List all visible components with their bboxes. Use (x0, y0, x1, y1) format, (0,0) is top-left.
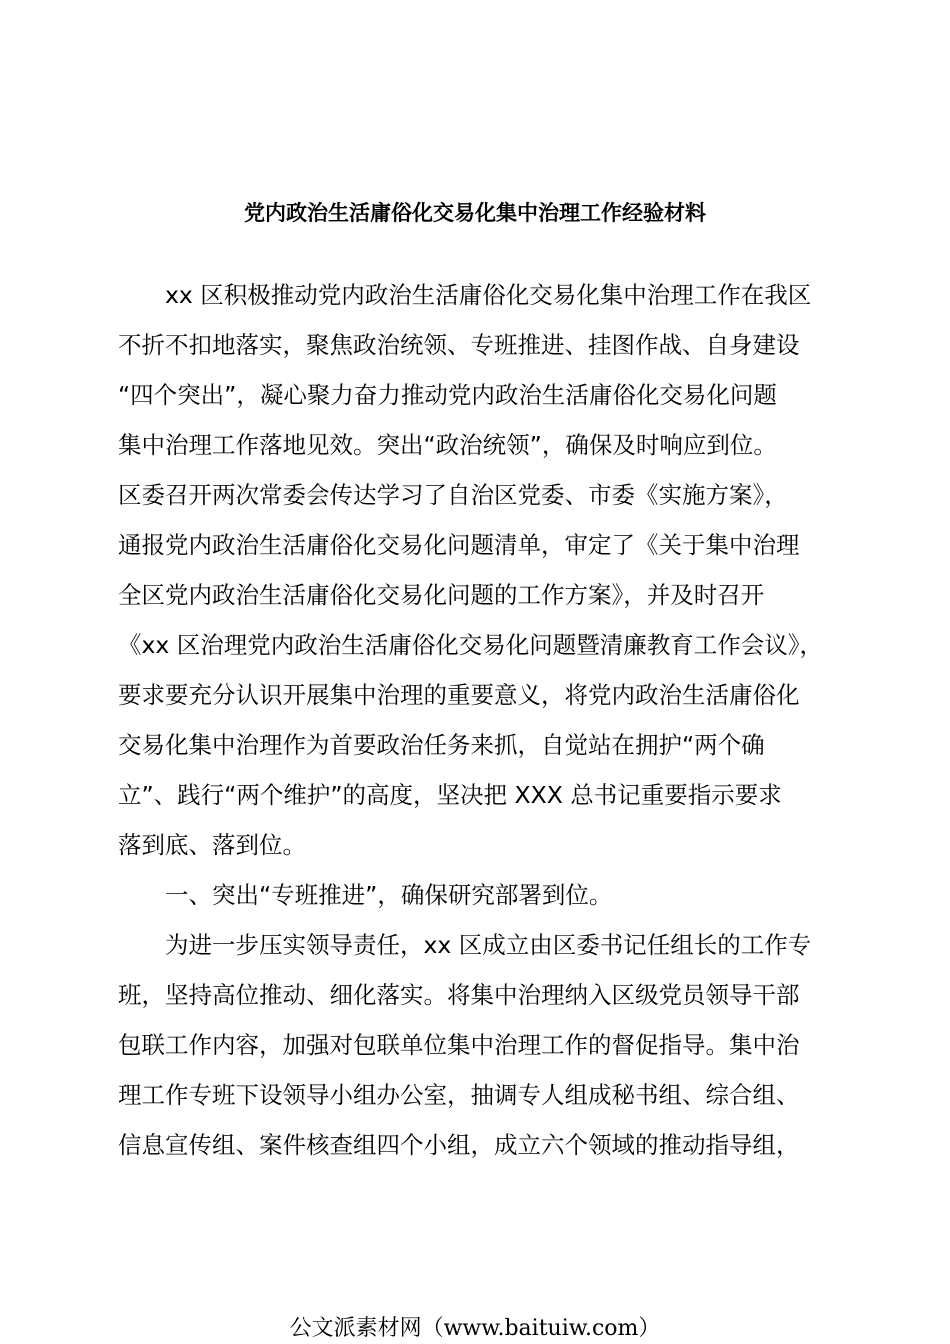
body-line: 全区党内政治生活庸俗化交易化问题的工作方案》，并及时召开 (118, 581, 765, 609)
body-line: “四个突出”，凝心聚力奋力推动党内政治生活庸俗化交易化问题 (118, 381, 777, 409)
body-line: 《xx 区治理党内政治生活庸俗化交易化问题暨清廉教育工作会议》， (118, 631, 824, 659)
body-line: 区委召开两次常委会传达学习了自治区党委、市委《实施方案》， (118, 481, 788, 509)
body-line: 不折不扣地落实，聚焦政治统领、专班推进、挂图作战、自身建设 (118, 331, 800, 359)
document-body (118, 270, 834, 1170)
footer-watermark: 公文派素材网（www.baituiw.com） (289, 1316, 661, 1341)
body-line: 落到底、落到位。 (118, 831, 306, 859)
body-line: 交易化集中治理作为首要政治任务来抓，自觉站在拥护“两个确 (118, 731, 765, 759)
body-line: 理工作专班下设领导小组办公室，抽调专人组成秘书组、综合组、 (118, 1081, 800, 1109)
body-line: 班，坚持高位推动、细化落实。将集中治理纳入区级党员领导干部 (118, 981, 800, 1009)
body-line: 集中治理工作落地见效。突出“政治统领”，确保及时响应到位。 (118, 431, 777, 459)
body-line: 信息宣传组、案件核查组四个小组，成立六个领域的推动指导组， (118, 1131, 800, 1159)
body-line: xx 区积极推动党内政治生活庸俗化交易化集中治理工作在我区 (118, 281, 812, 309)
body-line: 要求要充分认识开展集中治理的重要意义，将党内政治生活庸俗化 (118, 681, 800, 709)
body-line: 包联工作内容，加强对包联单位集中治理工作的督促指导。集中治 (118, 1031, 800, 1059)
body-line: 为进一步压实领导责任，xx 区成立由区委书记任组长的工作专 (118, 931, 812, 959)
section-heading: 一、突出“专班推进”，确保研究部署到位。 (118, 881, 613, 909)
document-title: 党内政治生活庸俗化交易化集中治理工作经验材料 (244, 201, 706, 225)
body-line: 立”、践行“两个维护”的高度，坚决把 XXX 总书记重要指示要求 (118, 781, 782, 809)
body-line: 通报党内政治生活庸俗化交易化问题清单，审定了《关于集中治理 (118, 531, 800, 559)
